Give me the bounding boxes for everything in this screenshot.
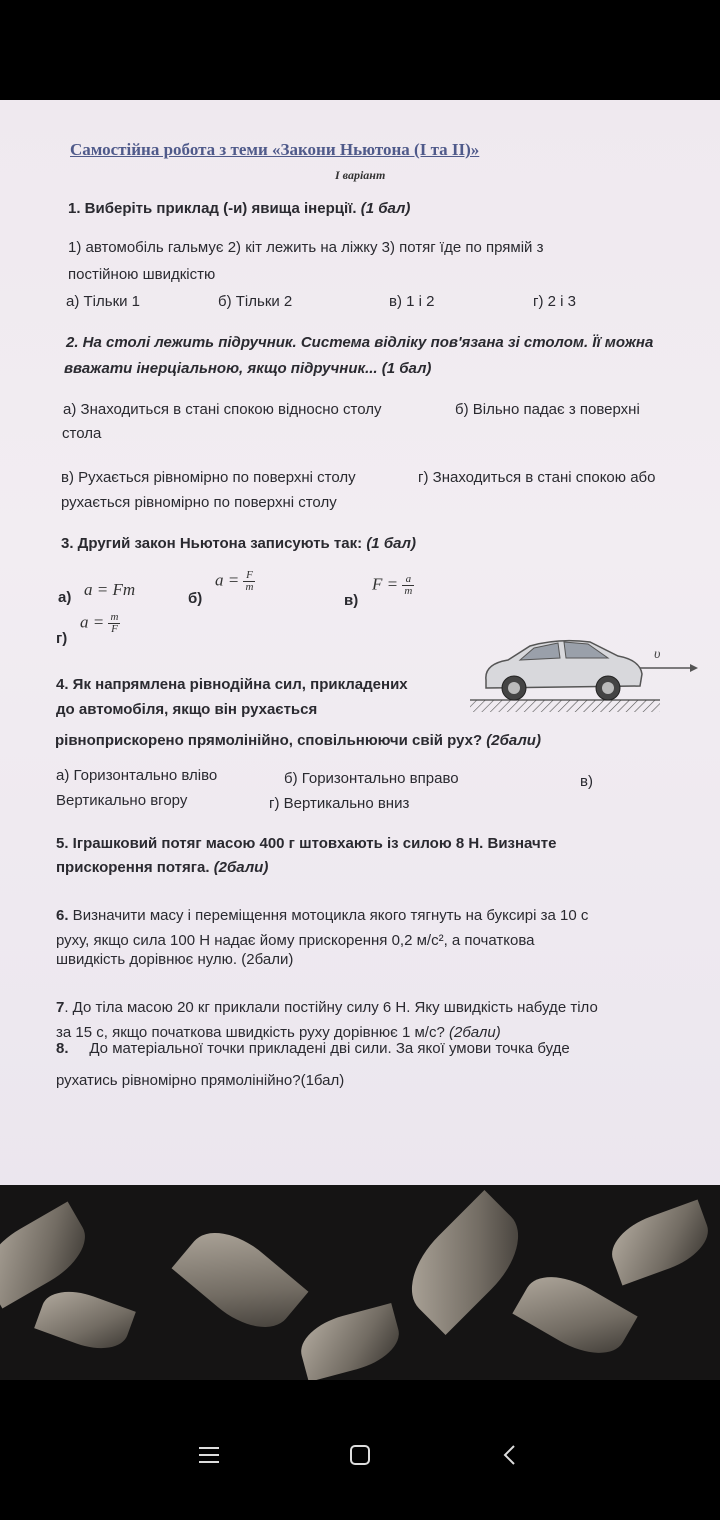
velocity-arrowhead (690, 664, 698, 672)
q2-line1: 2. На столі лежить підручник. Система відліку пов'язана зі столом. Її можна (66, 334, 654, 351)
system-navigation-bar (0, 1380, 720, 1520)
q3-formula-g: a = $\frac{m}{F}$ (80, 611, 119, 635)
menu-icon[interactable] (190, 1435, 230, 1475)
q3-formula-a: a = Fm (84, 580, 136, 599)
q5-line1: 5. Іграшковий потяг масою 400 г штовхають із силою 8 Н. Визначте (56, 835, 557, 852)
q3-formula-b: a = $\frac{F}{m}$ (215, 569, 254, 593)
q8-line1: 8. До матеріальної точки прикладені дві сили. За якої умови точка буде (56, 1040, 570, 1057)
q4-option-v-text: Вертикально вгору (56, 792, 188, 809)
q3-formula-v: F = $\frac{a}{m}$ (372, 573, 413, 597)
q4-option-a: а) Горизонтально вліво (56, 767, 218, 784)
q3-label-v: в) (344, 592, 359, 609)
back-chevron-icon[interactable] (490, 1435, 530, 1475)
q4-line2: до автомобіля, якщо він рухається (56, 701, 318, 718)
q2-option-b1: б) Вільно падає з поверхні (455, 401, 640, 418)
q3-heading: 3. Другий закон Ньютона записують так: (1 бал) (61, 535, 416, 552)
variant-label: І варіант (335, 168, 386, 182)
q1-line2: постійною швидкістю (68, 266, 216, 283)
fabric-background (0, 1185, 720, 1380)
q5-line2: прискорення потяга. (2бали) (56, 859, 269, 876)
ground-hatch (470, 700, 660, 712)
q1-option-a: а) Тільки 1 (66, 293, 141, 310)
q6-line1: 6. Визначити масу і переміщення мотоцикла якого тягнуть на буксирі за 10 с (56, 907, 589, 924)
q8-line2: рухатись рівномірно прямолінійно?(1бал) (56, 1072, 345, 1089)
worksheet-paper (0, 100, 720, 1205)
q1-option-b: б) Тільки 2 (218, 293, 293, 310)
q2-option-g1: г) Знаходиться в стані спокою або (418, 469, 656, 486)
worksheet-title: Самостійна робота з теми «Закони Ньютона (І та ІІ)» (70, 140, 480, 159)
q6-line3: швидкість дорівнює нулю. (2бали) (56, 951, 294, 968)
car-illustration (468, 632, 698, 722)
q2-option-b2: стола (62, 425, 102, 442)
q7-line1: 7. До тіла масою 20 кг приклали постійну силу 6 Н. Яку швидкість набуде тіло (56, 999, 598, 1016)
q2-option-v: в) Рухається рівномірно по поверхні столу (61, 469, 356, 486)
q3-label-g: г) (56, 630, 68, 647)
q2-option-a: а) Знаходиться в стані спокою відносно столу (63, 401, 382, 418)
q6-line2: руху, якщо сила 100 Н надає йому прискорення 0,2 м/с², а початкова (56, 932, 535, 949)
q7-line2: за 15 с, якщо початкова швидкість руху дорівнює 1 м/с? (2бали) (56, 1024, 501, 1041)
q4-option-g: г) Вертикально вниз (269, 795, 410, 812)
home-square-icon[interactable] (340, 1435, 380, 1475)
q4-line3: рівноприскорено прямолінійно, сповільнюючи свій рух? (2бали) (55, 732, 541, 749)
q4-option-b: б) Горизонтально вправо (284, 770, 459, 787)
q1-option-v: в) 1 і 2 (389, 293, 435, 310)
q4-option-v: в) (580, 773, 593, 790)
q1-heading: 1. Виберіть приклад (-и) явища інерції. (1 бал) (68, 200, 411, 217)
q2-option-g2: рухається рівномірно по поверхні столу (61, 494, 337, 511)
q2-line2: вважати інерціальною, якщо підручник... (1 бал) (64, 360, 432, 377)
velocity-label: υ (654, 647, 661, 662)
photo (0, 100, 720, 1380)
q1-line1: 1) автомобіль гальмує 2) кіт лежить на ліжку 3) потяг їде по прямій з (68, 239, 544, 256)
q4-line1: 4. Як напрямлена рівнодійна сил, прикладених (56, 676, 408, 693)
q3-label-a: а) (58, 589, 72, 606)
q1-option-g: г) 2 і 3 (533, 293, 576, 310)
q3-label-b: б) (188, 590, 203, 607)
